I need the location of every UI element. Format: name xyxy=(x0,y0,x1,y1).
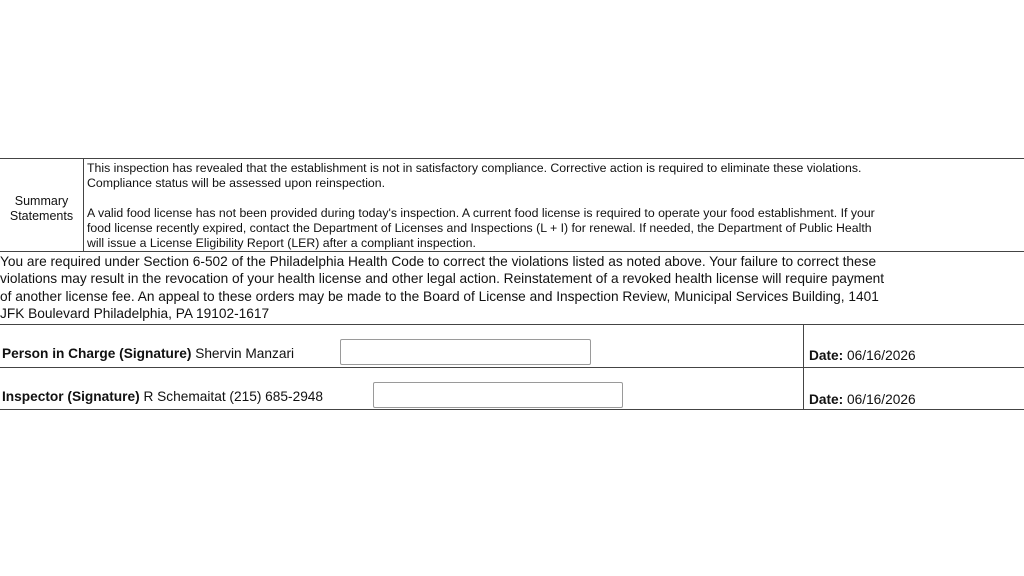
legal-notice-row xyxy=(0,251,1024,324)
inspector-label: Inspector (Signature) xyxy=(2,389,140,404)
inspector-row xyxy=(0,367,1024,410)
person-in-charge-date-label: Date: xyxy=(809,348,844,363)
summary-p2-line2: food license recently expired, contact the Department of Licenses and Inspections (L + I) for renewal. If needed, the Department of Public Health xyxy=(87,221,872,235)
inspector-caption xyxy=(2,389,323,404)
notice-line4: JFK Boulevard Philadelphia, PA 19102-1617 xyxy=(0,305,270,321)
inspector-date-label: Date: xyxy=(809,392,844,407)
summary-label-line2: Statements xyxy=(9,208,74,223)
person-in-charge-signature-cell xyxy=(0,325,804,367)
summary-statements-label xyxy=(0,159,84,252)
person-in-charge-label: Person in Charge (Signature) xyxy=(2,346,192,361)
summary-p2-line1: A valid food license has not been provided during today's inspection. A current food license is required to operate your food establishment. If your xyxy=(87,206,875,220)
summary-statements-row xyxy=(0,158,1024,251)
summary-p1-line1: This inspection has revealed that the establishment is not in satisfactory compliance. Corrective action is required to eliminate these violations. xyxy=(87,161,862,175)
person-in-charge-name: Shervin Manzari xyxy=(195,346,295,361)
notice-line1: You are required under Section 6-502 of the Philadelphia Health Code to correct the violations listed as noted above. Your failure to correct these xyxy=(0,254,877,269)
inspection-report-footer xyxy=(0,158,1024,410)
summary-paragraph-2 xyxy=(87,206,1006,251)
inspector-name: R Schemaitat (215) 685-2948 xyxy=(143,389,324,404)
legal-notice-text xyxy=(0,253,1014,322)
notice-line3: of another license fee. An appeal to these orders may be made to the Board of License and Inspection Review, Municipal Services Building, 1401 xyxy=(0,288,879,304)
person-in-charge-date-value: 06/16/2026 xyxy=(847,348,916,363)
summary-p2-line3: will issue a License Eligibility Report (LER) after a compliant inspection. xyxy=(87,236,476,250)
summary-p1-line2: Compliance status will be assessed upon reinspection. xyxy=(87,176,386,190)
inspector-signature-cell xyxy=(0,368,804,409)
inspector-date xyxy=(809,392,916,407)
summary-statements-body xyxy=(87,161,1006,251)
summary-label-line1: Summary xyxy=(14,193,69,208)
notice-line2: violations may result in the revocation of your health license and other legal action. Reinstatement of a revoked health license will require payment xyxy=(0,271,885,287)
person-in-charge-caption xyxy=(2,346,294,361)
person-in-charge-date xyxy=(809,348,916,363)
person-in-charge-signature-field[interactable] xyxy=(340,339,591,365)
person-in-charge-row xyxy=(0,324,1024,367)
inspector-date-value: 06/16/2026 xyxy=(847,392,916,407)
summary-paragraph-1 xyxy=(87,161,1006,191)
inspector-signature-field[interactable] xyxy=(373,382,623,408)
